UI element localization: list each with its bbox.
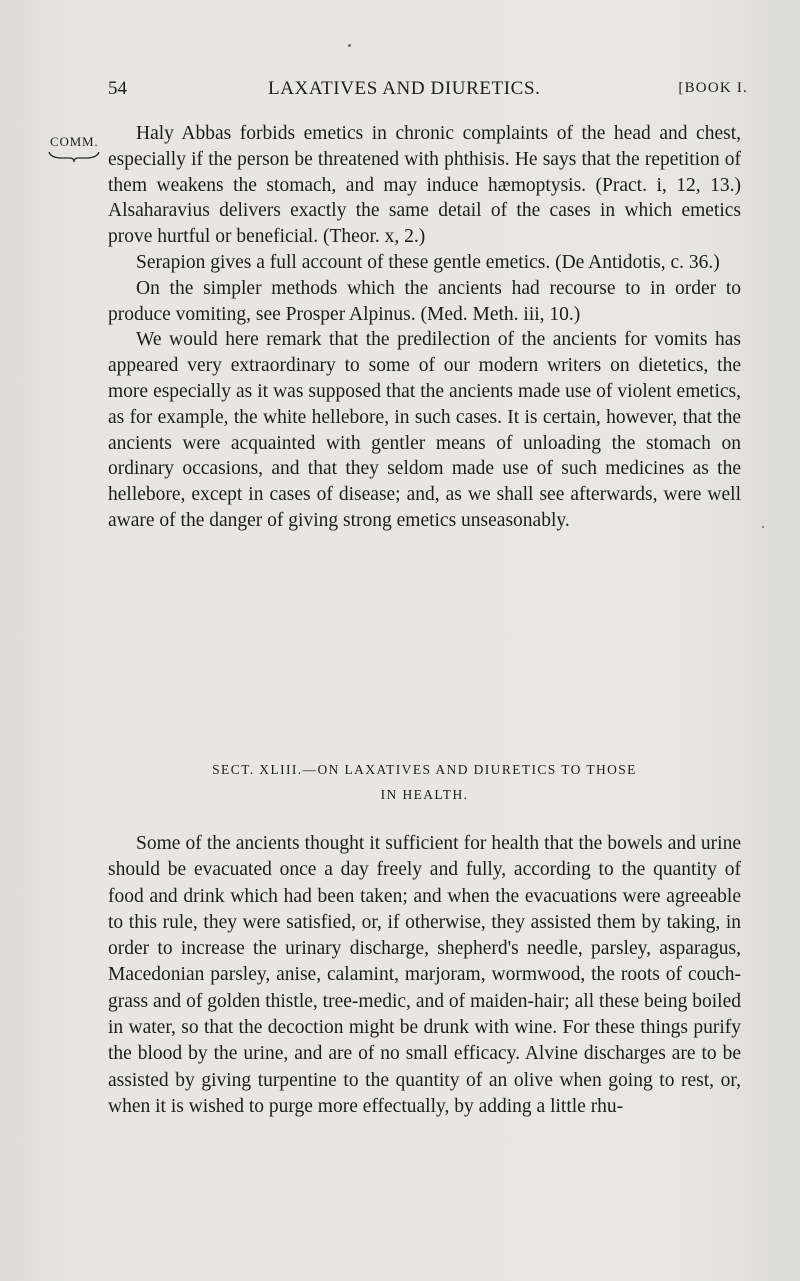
commentary-text [108,121,741,534]
commentary-paragraph: Haly Abbas forbids emetics in chronic complaints of the head and chest, especially if the person be threatened with phthisis. He says that the repetition of them weakens the stomach, and may induce hæmoptysis. (Pract. i, 12, 13.) Alsaharavius delivers exactly the same detail of the cases in which emetics prove hurtful or beneficial. (Theor. x, 2.) [108,123,741,248]
commentary-paragraph: Serapion gives a full account of these gentle emetics. (De Antidotis, c. 36.) [136,251,720,273]
page-number: 54 [108,78,127,99]
section-paragraph: Some of the ancients thought it sufficient for health that the bowels and urine should be evacuated once a day freely and fully, according to the quantity of food and drink which had been taken; and when the evacuations were agreeable to this rule, they were satisfied, or, if otherwise, they assisted them by taking, in order to increase the urinary discharge, shepherd's needle, parsley, asparagus, Macedonian parsley, anise, calamint, marjoram, wormwood, the roots of couch-grass and of golden thistle, tree-medic, and of maiden-hair; all these being boiled in water, so that the decoction might be drunk with wine. For these things purify the blood by the urine, and are of no small efficacy. Alvine discharges are to be assisted by giving turpentine to the quantity of an olive when going to rest, or, when it is wished to purge more effectually, by adding a little rhu- [108,833,741,1117]
commentary-paragraph: We would here remark that the predilection of the ancients for vomits has appeared very extraordinary to some of our modern writers on dietetics, the more especially as it was supposed that the ancients made use of violent emetics, as for example, the white hellebore, in such cases. It is certain, however, that the ancients were acquainted with gentler means of unloading the stomach on ordinary occasions, and that they seldom made use of such medicines as the hellebore, except in cases of disease; and, as we shall see afterwards, were well aware of the danger of giving strong emetics unseasonably. [108,329,741,531]
margin-note-commentary: COMM. [50,134,99,149]
section-heading-line: SECT. XLIII.—ON LAXATIVES AND DIURETICS TO THOSE [212,762,637,777]
running-header [108,78,748,106]
commentary-paragraph: On the simpler methods which the ancients had recourse to in order to produce vomiting, see Prosper Alpinus. (Med. Meth. iii, 10.) [108,277,741,325]
book-label: [BOOK I. [678,80,748,96]
section-heading-line: IN HEALTH. [380,787,469,802]
ink-speck [348,44,351,47]
margin-brace-icon [48,151,100,163]
running-title: LAXATIVES AND DIURETICS. [268,78,541,99]
section-text [108,831,741,1120]
section-heading [108,757,741,807]
ink-speck [762,526,764,528]
